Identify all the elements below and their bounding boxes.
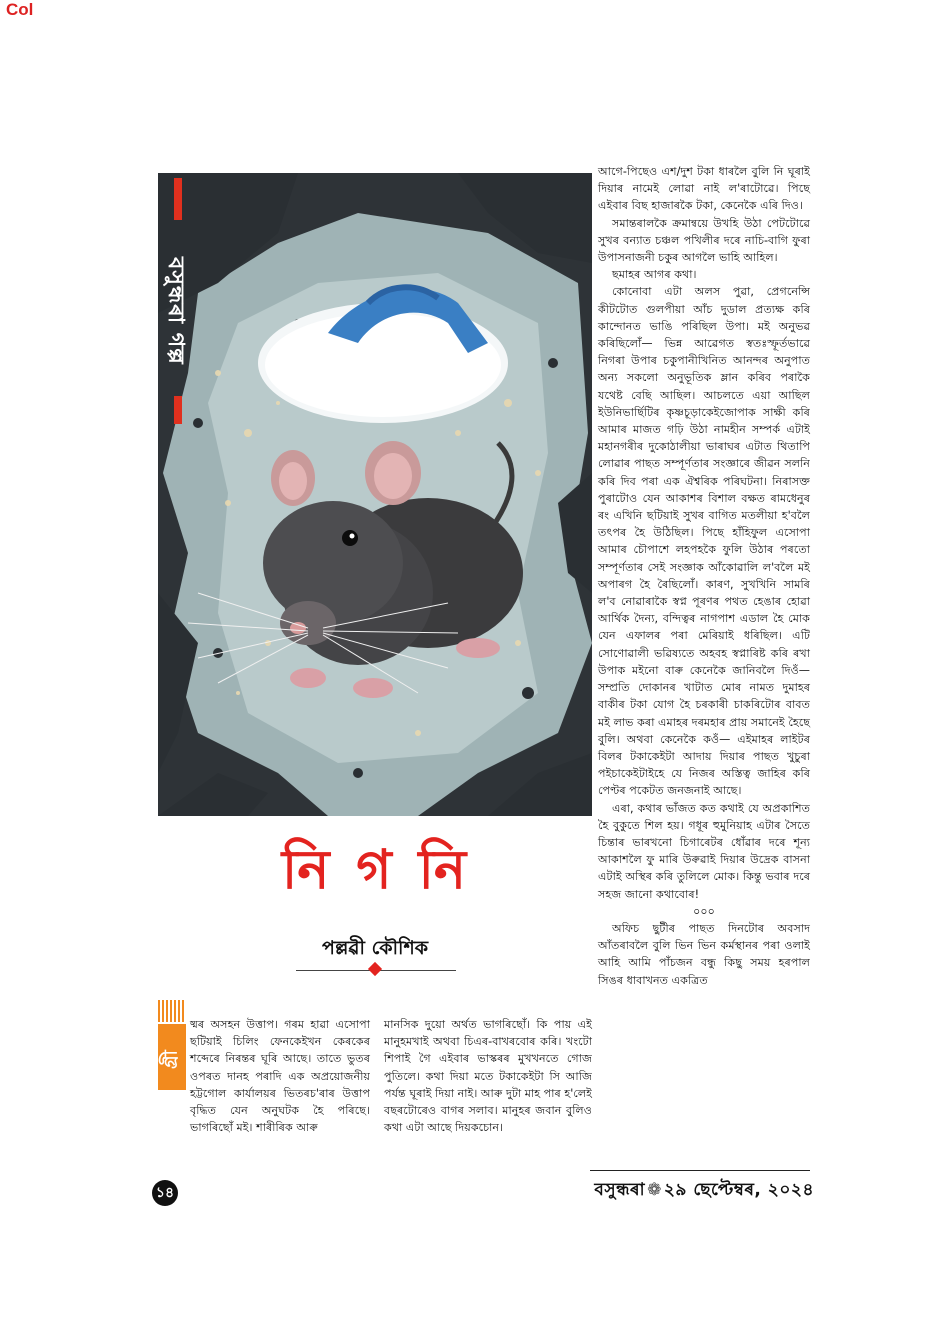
section-break: ০০০ (693, 904, 715, 918)
ornament-icon: ❁ (647, 1180, 662, 1200)
section-label (160, 178, 190, 448)
text-column-right (598, 163, 810, 989)
paragraph: ছমাহৰ আগৰ কথা। (612, 268, 697, 282)
paragraph: সমান্তৰালকৈ ক্ৰমান্বয়ে উখহি উঠা পেটটোৱে সুখৰ বন্যাত চঞ্চল পখিলীৰ দৰে নাচি-বাগি ফুৰা উপাসনাজনী চকুৰ আগলৈ ভাহি আহিল। (598, 216, 810, 265)
paragraph: আগে-পিছেও এশ/দুশ টকা ধাৰলৈ বুলি নি ঘূৰাই দিয়াৰ নামেই লোৱা নাই ল'ৰাটোৱে। পিছে এইবাৰ বিছ হাজাৰকৈ টকা, কেনেকৈ এৰি দিও। (598, 165, 810, 213)
story-title: নি গ নি (281, 838, 471, 901)
paragraph: ষ্মৰ অসহন উত্তাপ। গৰম হাৱা এসোপা ছটিয়াই চিলিং ফেনকেইখন কেৰকেৰ শব্দেৰে নিৰন্তৰ ঘূৰি আছে। তাতে ভুতৰ ওপৰত দানহ পৰাদি এক অপ্ৰয়োজনীয় হট্টগোল কাৰ্যালয়ৰ ভিতৰচ'ৰাৰ উত্তাপ বৃদ্ধিত যেন অনুঘটক হৈ পৰিছে। ভাগৰিছোঁ মই। শাৰীৰিক আৰু (190, 1018, 370, 1135)
drop-cap-letter: গ্ৰী (160, 1050, 182, 1069)
footer (554, 1177, 814, 1205)
text-column-left-1 (158, 1016, 370, 1136)
corner-color-mark: Col (6, 0, 34, 19)
paragraph: এৰা, কথাৰ ভাঁজত কত কথাই যে অপ্ৰকাশিত হৈ বুকুতে শিল হয়। গধূৰ হুমুনিয়াহ এটাৰ সৈতে চিন্তাৰ ভাৰখনো চিগাৰেটৰ ধোঁৱাৰ দৰে শূন্য আকাশলৈ ফু মাৰি উৰুৱাই দিয়াৰ উদ্ৰেক বাসনা এটাই অস্থিৰ কৰি তুলিলে মোক। কিন্তু ভবাৰ দৰে সহজ জানো কথাবোৰ! (598, 801, 810, 901)
section-label-text: বসুন্ধৰা গল্প (163, 257, 188, 365)
paragraph: কোনোবা এটা অলস পুৱা, প্ৰেগনেন্সি কীটটোত গুলপীয়া আঁচ দুডাল প্ৰত্যক্ষ কৰি কান্দোনত ভাঙি পৰিছিল উপা। মই অনুভৱ কৰিছিলোঁ— ভিন্ন আৱেগত স্বতঃস্ফূৰ্তভাৱে নিগৰা উপাৰ চকুপানীখিনিত আনন্দৰ অনুপাত অন্য সকলো অনুভূতিক ম্লান কৰিব পৰাকৈ যথেষ্ট বেছি আছিল। আচলতে এয়া আছিল ইউনিভাৰ্ছিটিৰ কৃষ্ণচূড়াকেইজোপাক সাক্ষী কৰি আমাৰ মাজত গঢ়ি উঠা নামহীন সম্পৰ্ক এটাই মহানগৰীৰ দুকোঠালীয়া ভাৰাঘৰ এটাত থিতাপি লোৱাৰ পাছত সম্পূৰ্ণতাৰ সংজ্ঞাৰে জীৱন সলনি কৰি দিব পৰা এক ঐশ্বৰিক পৰিঘটনা। নিৰাসক্ত পুৰাটোও যেন আকাশৰ বিশাল বক্ষত ৰামধেনুৰ ৰং এখিনি ছটিয়াই সুখৰ বাগিত মতলীয়া হ'বলৈ তৎপৰ হৈ উঠিছিল। পিছে হাঁহিফুল এসোপা আমাৰ চৌপাশে লহপহকৈ ফুলি উঠাৰ পৰতো সম্পূৰ্ণতাৰ সেই সংজ্ঞাক আঁকোৱালি ল'বলৈ মই অপাৰগ হৈ ৰৈছিলোঁ। কাৰণ, সুখখিনি সামৰি ল'ব নোৱাৰাকৈ স্বপ্ন পূৰণৰ পথত হেঙাৰ হোৱা আৰ্থিক দৈন্য, বন্দিত্বৰ নাগপাশ এডাল হৈ মোক যেন এফালৰ পৰা মেৰিয়াই ধৰিছিল। এটি সোণোৱালী ভৱিষ্যতে অহবহ স্বপ্নাৰিষ্ট কৰি ৰখা উপাক মইনো বাৰু কেনেকৈ জানিবলৈ দিওঁ— সম্প্ৰতি দোকানৰ খাটাত মোৰ নামত দুমাহৰ বাকীৰ টকা যোগ হৈ চৰকাৰী চাকৰিটোৰ বাবত মই লাভ কৰা এমাহৰ দৰমহাৰ প্ৰায় সমানেই হৈছে বুলি। অথবা কেনেকৈ কওঁ— এইমাহৰ লাইটৰ বিলৰ টকাকেইটা আদায় দিয়াৰ পাছত খুচুৰা পইচাকেইটাইহে যে নিজৰ অস্তিত্ব জাহিৰ কৰি পেণ্টৰ পকেটত জনজনাই আছে। (598, 285, 810, 798)
label-accent-bar (174, 396, 182, 424)
author-name: পল্লৱী কৌশিক (322, 937, 428, 959)
paragraph: অফিচ ছুটীৰ পাছত দিনটোৰ অবসাদ আঁতৰাবলৈ বুলি ভিন ভিন কৰ্মস্থানৰ পৰা ওলাই আহি আমি পাঁচজন বন্ধু কিছু সময় হৰপাল সিঙৰ ধাবাখনত একত্ৰিত (598, 921, 810, 987)
rat-illustration (158, 173, 592, 816)
story-illustration (158, 173, 592, 816)
page-number: ১৪ (152, 1180, 178, 1206)
text-column-left-2 (384, 1016, 592, 1136)
paragraph: মানসিক দুয়ো অৰ্থত ভাগৰিছোঁ। কি পায় এই মানুহমখাই অথবা চিএৰ-বাখৰবোৰ কৰি। খংটো শিপাই গৈ এইবাৰ ভাস্কৰৰ মুখখনতে গোজ পুতিলে। কথা দিয়া মতে টকাকেইটা সি আজি পৰ্যন্ত ঘূৰাই দিয়া নাই। আৰু দুটা মাহ পাৰ হ'লেই বছৰটোৰেও বাগৰ সলাব। মানুহৰ জবান বুলিও কথা এটা আছে দিয়কচোন। (384, 1018, 592, 1135)
footer-rule (590, 1170, 810, 1171)
footer-magazine: বসুন্ধৰা (594, 1180, 646, 1200)
footer-date: ২৯ ছেপ্টেম্বৰ, ২০২৪ (663, 1180, 814, 1200)
